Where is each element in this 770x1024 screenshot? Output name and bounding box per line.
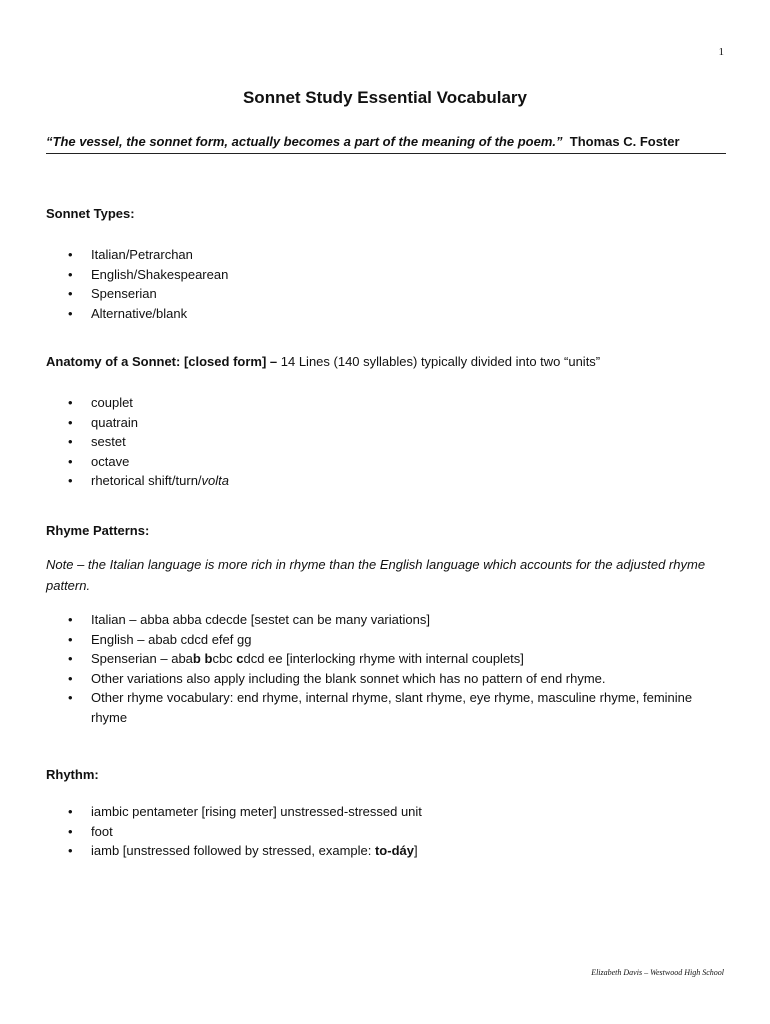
- epigraph-quote: [46, 134, 726, 154]
- list-item: • Other rhyme vocabulary: end rhyme, internal rhyme, slant rhyme, eye rhyme, masculine rhyme, feminine rhyme: [46, 688, 726, 727]
- list-item: • English/Shakespearean: [46, 265, 726, 285]
- list-item-text: ]: [413, 843, 418, 859]
- list-item-text: rhetorical shift/turn/: [91, 473, 202, 489]
- rhyme-section: [46, 522, 726, 728]
- page-title: Sonnet Study Essential Vocabulary: [242, 88, 528, 107]
- list-item: • foot: [46, 822, 726, 842]
- list-item: • Other variations also apply including the blank sonnet which has no pattern of end rhyme.: [46, 669, 726, 689]
- rhyme-list: [46, 610, 726, 728]
- anatomy-heading: [46, 353, 726, 371]
- list-item-italic-term: volta: [201, 473, 230, 489]
- list-item: • Italian/Petrarchan: [46, 245, 726, 265]
- list-item: • couplet: [46, 393, 726, 413]
- sonnet-types-section: [46, 205, 726, 323]
- list-item: • Spenserian: [46, 284, 726, 304]
- list-item-bold-letter: c: [236, 651, 244, 667]
- list-item: • sestet: [46, 432, 726, 452]
- rhyme-note: Note – the Italian language is more rich in rhyme than the English language which accounts for the adjusted rhyme pattern.: [46, 557, 706, 593]
- list-item-text: iamb [unstressed followed by stressed, example:: [91, 843, 375, 859]
- quote-author: Thomas C. Foster: [569, 134, 680, 149]
- anatomy-list: [46, 393, 726, 491]
- list-item-bold-letter: b: [192, 651, 201, 667]
- anatomy-section: [46, 353, 726, 491]
- anatomy-heading-rest: 14 Lines (140 syllables) typically divided into two “units”: [277, 354, 601, 369]
- example-word: to-dáy: [374, 843, 414, 859]
- sonnet-types-heading: Sonnet Types:: [46, 206, 135, 221]
- footer-credit: Elizabeth Davis – Westwood High School: [591, 968, 724, 977]
- list-item: • Italian – abba abba cdecde [sestet can be many variations]: [46, 610, 726, 630]
- sonnet-types-list: [46, 245, 726, 323]
- list-item: [46, 471, 726, 491]
- list-item-text: cbc: [212, 651, 237, 667]
- list-item: • Alternative/blank: [46, 304, 726, 324]
- list-item: • English – abab cdcd efef gg: [46, 630, 726, 650]
- list-item: [46, 649, 726, 669]
- rhythm-heading: Rhythm:: [46, 767, 99, 782]
- list-item: • iambic pentameter [rising meter] unstressed-stressed unit: [46, 802, 726, 822]
- list-item: • quatrain: [46, 413, 726, 433]
- rhyme-heading: Rhyme Patterns:: [46, 523, 150, 538]
- list-item-text: dcd ee [interlocking rhyme with internal couplets]: [243, 651, 524, 667]
- list-item: [46, 841, 726, 861]
- anatomy-heading-bold: Anatomy of a Sonnet: [closed form] –: [46, 354, 278, 369]
- quote-text: “The vessel, the sonnet form, actually becomes a part of the meaning of the poem.”: [46, 134, 563, 149]
- rhythm-section: [46, 766, 726, 861]
- list-item: • octave: [46, 452, 726, 472]
- page-number: 1: [718, 46, 724, 58]
- list-item-bold-letter: b: [204, 651, 213, 667]
- list-item-text: Spenserian – aba: [91, 651, 193, 667]
- rhythm-list: [46, 802, 726, 861]
